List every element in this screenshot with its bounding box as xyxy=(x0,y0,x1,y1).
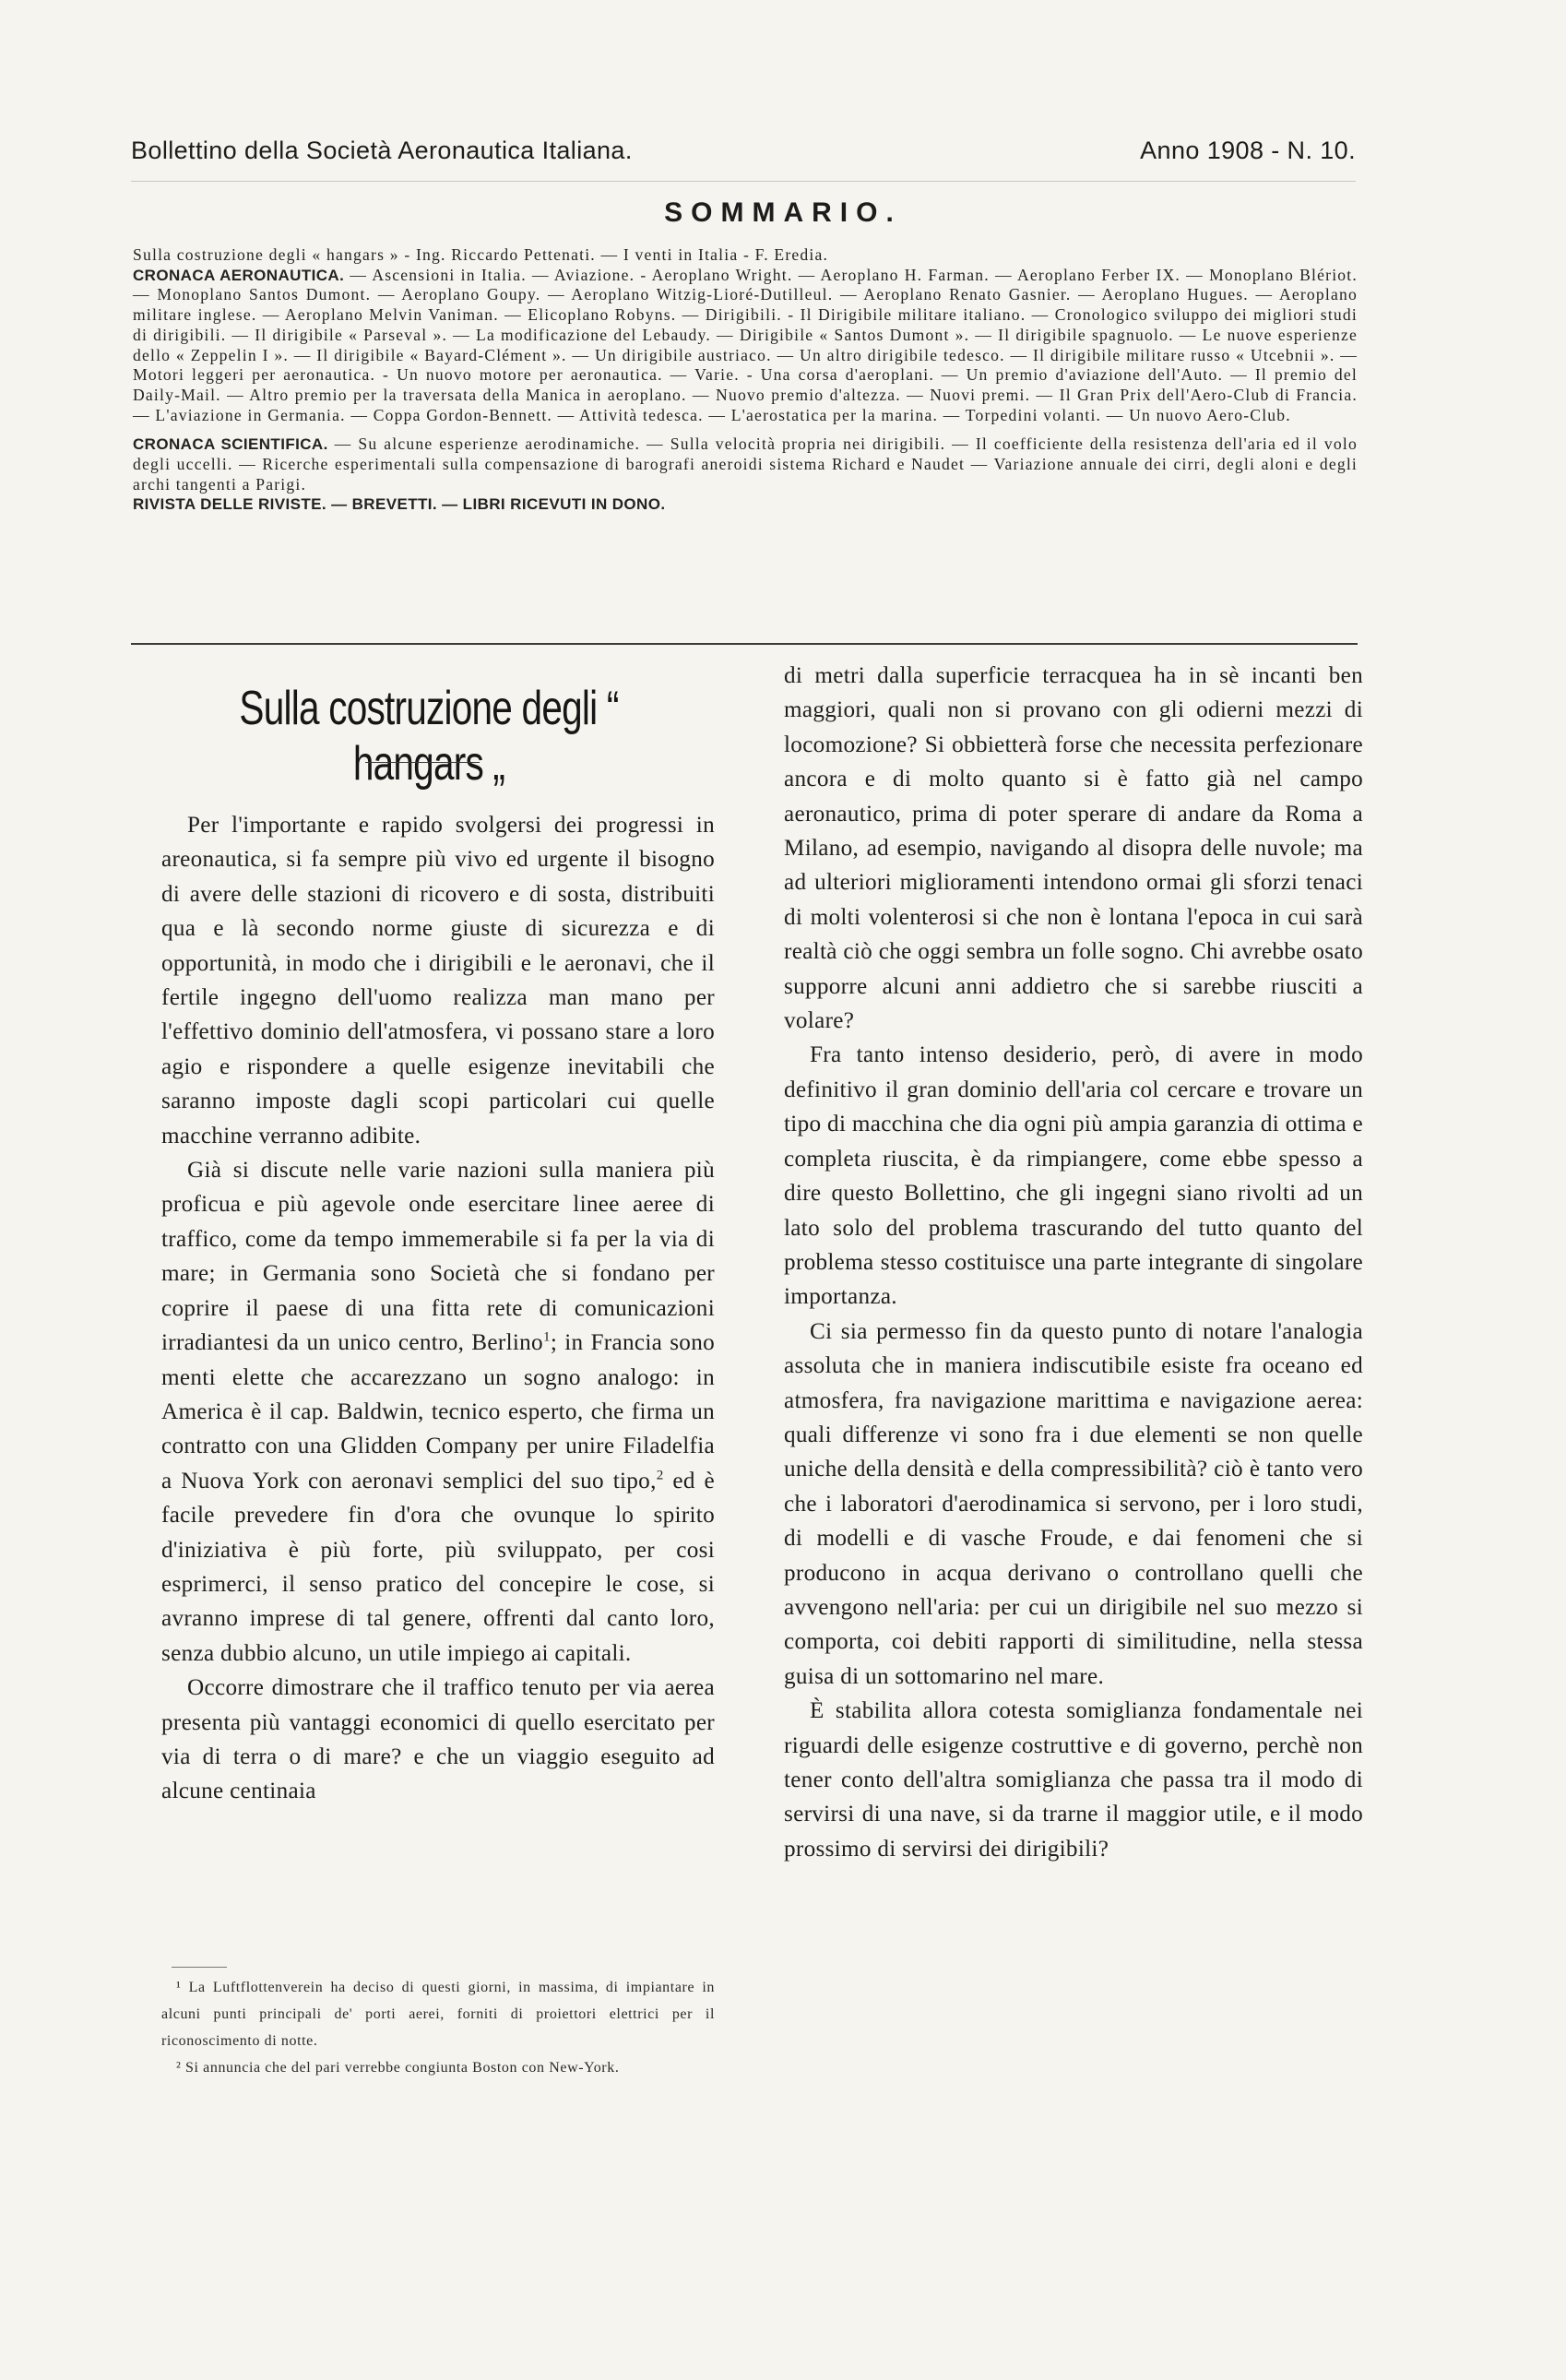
sommario-title: SOMMARIO. xyxy=(664,197,902,228)
issue-number: Anno 1908 - N. 10. xyxy=(1140,137,1356,164)
header-rule xyxy=(131,181,1356,182)
footnote-marker: 2 xyxy=(656,1468,664,1483)
paragraph: Fra tanto intenso desiderio, però, di avere in modo definitivo il gran dominio dell'aria col cercare e trovare un tipo di macchina che dia ogni più ampia garanzia di ottima e completa riuscita, è da rimpiangere, come ebbe spesso a dire questo Bollettino, che gli ingegni siano rivolti ad un lato solo del problema trascurando del tutto quanto del problema stesso costituisce una parte integrante di singolare importanza. xyxy=(784,1042,1363,1310)
toc-section-text: — Su alcune esperienze aerodinamiche. — Sulla velocità propria nei dirigibili. — Il coefficiente della resistenza dell'aria ed il volo degli uccelli. — Ricerche esperimentali sulla compensazione di barografi aneroidi sistema Richard e Naudet — Variazione annuale dei cirri, degli aloni e degli archi tangenti a Parigi. xyxy=(133,434,1358,494)
footnotes xyxy=(161,1974,715,2081)
paragraph: È stabilita allora cotesta somiglianza fondamentale nei riguardi delle esigenze costruttive e di governo, perchè non tener conto dell'altra somiglianza che passa tra il modo di servirsi di una nave, si da trarne il maggior utile, e il modo prossimo di servirsi dei dirigibili? xyxy=(784,1698,1363,1862)
running-header xyxy=(131,137,1356,165)
footnote: ¹ La Luftflottenverein ha deciso di questi giorni, in massima, di impiantare in alcuni punti principali de' porti aerei, forniti di proiettori elettrici per il riconoscimento di notte. xyxy=(161,1980,715,2049)
toc-section-label: CRONACA SCIENTIFICA. xyxy=(133,435,328,454)
toc-lead: Sulla costruzione degli « hangars » - Ing. Riccardo Pettenati. — I venti in Italia - F. Eredia. xyxy=(133,245,829,264)
right-column xyxy=(784,659,1363,1866)
footnote-rule xyxy=(172,1967,227,1968)
paragraph: Per l'importante e rapido svolgersi dei progressi in areonautica, si fa sempre più vivo ed urgente il bisogno di avere delle stazioni di ricovero e di sosta, distribuiti qua e là secondo norme giuste di sicurezza e di opportunità, in modo che i dirigibili e le aeronavi, che il fertile ingegno dell'uomo realizza man mano per l'effettivo dominio dell'atmosfera, vi possano stare a loro agio e rispondere a quelle esigenze inevitabili che saranno imposte dagli scopi particolari cui quelle macchine verranno adibite. xyxy=(161,813,715,1148)
footnote: ² Si annuncia che del pari verrebbe congiunta Boston con New-York. xyxy=(176,2060,620,2076)
footnote-marker: 1 xyxy=(542,1329,551,1345)
toc-cronaca-aeronautica xyxy=(133,266,1358,426)
journal-title: Bollettino della Società Aeronautica Italiana. xyxy=(131,137,633,164)
article-title: Sulla costruzione degli “ hangars „ xyxy=(239,682,619,791)
paragraph: di metri dalla superficie terracquea ha in sè incanti ben maggiori, quali non si provano con gli odierni mezzi di locomozione? Si obbietterà forse che necessita perfezionare ancora e di molto quanto si è fatto già nel campo aeronautico, prima di poter sperare di andare da Roma a Milano, ad esempio, navigando al disopra delle nuvole; ma ad ulteriori miglioramenti intendono ormai gli sforzi tenaci di molti volenterosi si che non è lontana l'epoca in cui sarà realtà ciò che oggi sembra un folle sogno. Chi avrebbe osato supporre alcuni anni addietro che si sarebbe riusciti a volare? xyxy=(784,663,1363,1034)
toc-cronaca-scientifica xyxy=(133,434,1358,494)
toc-closing-sections: RIVISTA DELLE RIVISTE. — BREVETTI. — LIBRI RICEVUTI IN DONO. xyxy=(133,495,666,514)
left-column xyxy=(161,808,715,1809)
paragraph: Ci sia permesso fin da questo punto di notare l'analogia assoluta che in maniera indiscutibile esiste fra oceano ed atmosfera, fra navigazione marittima e navigazione aerea: quali differenze vi sono fra i due elementi se non quelle uniche della densità e della compressibilità? ciò è tanto vero che i laboratori d'aerodinamica si servono, per i loro studi, di modelli e di vasche Froude, e dai fenomeni che si producono in acqua derivano o controllano quelli che avvengono nell'aria: per cui un dirigibile nel suo mezzo si comporta, coi debiti rapporti di similitudine, nella stessa guisa di un sottomarino nel mare. xyxy=(784,1318,1363,1689)
paragraph: Già si discute nelle varie nazioni sulla maniera più proficua e più agevole onde esercitare linee aeree di traffico, come da tempo immemerabile si fa per la via di mare; in Germania sono Società che si fondano per coprire il paese di una fitta rete di comunicazioni irradiantesi da un unico centro, Berlino$^1$; in Francia sono menti elette che accarezzano un sogno analogo: in America è il cap. Baldwin, tecnico esperto, che firma un contratto con una Glidden Company per unire Filadelfia a Nuova York con aeronavi semplici del suo tipo,$^2$ ed è facile prevedere fin d'ora che ovunque lo spirito d'iniziativa è più forte, più sviluppato, per cosi esprimerci, il senso pratico del concepire le cose, si avranno imprese di tal genere, offrenti dal canto loro, senza dubbio alcuno, un utile impiego ai capitali. xyxy=(161,1158,715,1666)
table-of-contents xyxy=(133,245,1358,515)
paragraph: Occorre dimostrare che il traffico tenuto per via aerea presenta più vantaggi economici di quello esercitato per via di terra o di mare? e che un viaggio eseguito ad alcune centinaia xyxy=(161,1675,715,1804)
toc-section-text: — Ascensioni in Italia. — Aviazione. - Aeroplano Wright. — Aeroplano H. Farman. — Aeroplano Ferber IX. — Monoplano Blériot. — Monoplano Santos Dumont. — Aeroplano Goupy. — Aeroplano Witzig-Lioré-Dutilleul. — Aeroplano Renato Gasnier. — Aeroplano Hugues. — Aeroplano militare inglese. — Aeroplano Melvin Vaniman. — Elicoplano Robyns. — Dirigibili. - Il Dirigibile militare italiano. — Cronologico sviluppo dei migliori studi di dirigibili. — Il dirigibile « Parseval ». — La modificazione del Lebaudy. — Dirigibile « Santos Dumont ». — Il dirigibile spagnuolo. — Le nuove esperienze dello « Zeppelin I ». — Il dirigibile « Bayard-Clément ». — Un dirigibile austriaco. — Un altro dirigibile tedesco. — Il dirigibile militare russo « Utcebnii ». — Motori leggeri per aeronautica. - Un nuovo motore per aeronautica. — Varie. - Una corsa d'aeroplani. — Un premio d'aviazione dell'Auto. — Il premio del Daily-Mail. — Altro premio per la traversata della Manica in aeroplano. — Nuovo premio d'altezza. — Nuovi premi. — Il Gran Prix dell'Aero-Club di Francia. — L'aviazione in Germania. — Coppa Gordon-Bennett. — Attività tedesca. — L'aerostatica per la marina. — Torpedini volanti. — Un nuovo Aero-Club. xyxy=(133,265,1358,424)
title-rule xyxy=(365,762,480,763)
toc-section-label: CRONACA AERONAUTICA. xyxy=(133,266,345,284)
section-rule xyxy=(131,643,1358,645)
